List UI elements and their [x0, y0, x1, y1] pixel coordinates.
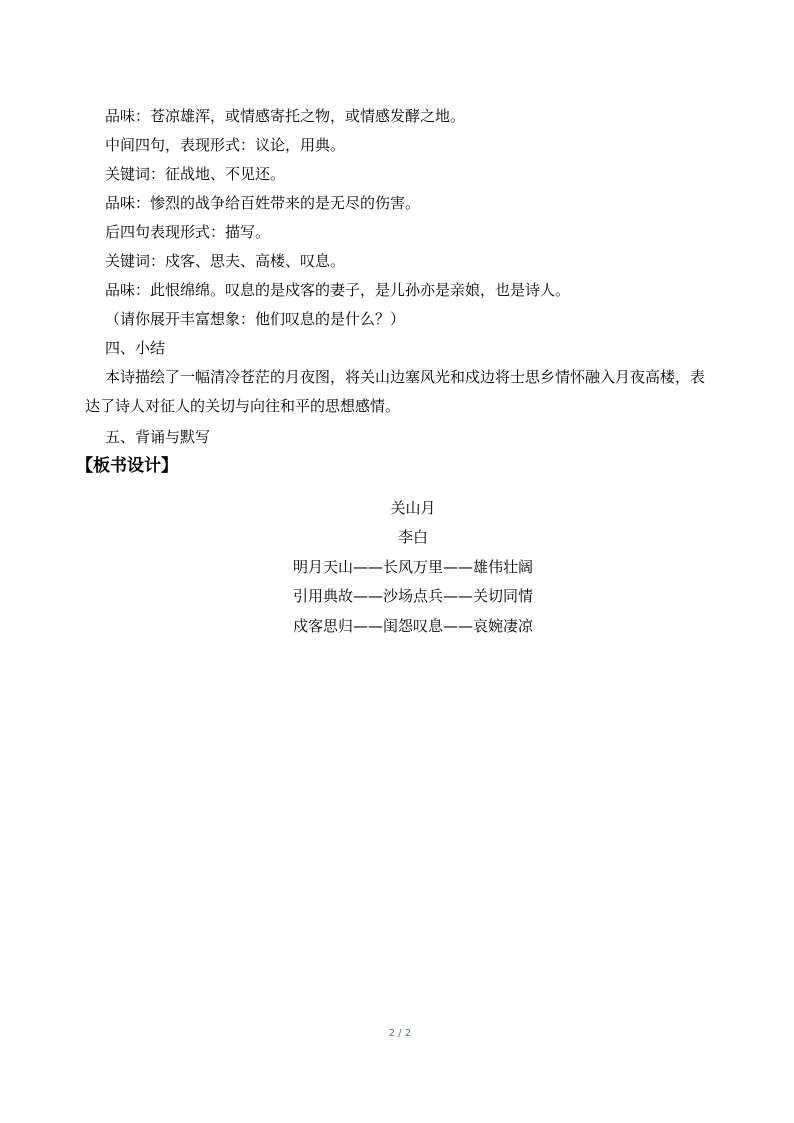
board-author: 李白	[397, 528, 428, 546]
text-line-keywords-1: 关键词：征战地、不见还。	[105, 165, 286, 183]
board-row-2: 引用典故——沙场点兵——关切同情	[292, 587, 533, 605]
board-design-heading: 【板书设计】	[76, 456, 178, 476]
section-heading-recite: 五、背诵与默写	[105, 428, 211, 446]
text-line-last-four: 后四句表现形式：描写。	[105, 223, 271, 241]
board-title: 关山月	[390, 499, 436, 517]
section-heading-summary: 四、小结	[105, 339, 166, 357]
text-line-question: （请你展开丰富想象：他们叹息的是什么？）	[105, 310, 406, 328]
board-row-1: 明月天山——长风万里——雄伟壮阔	[292, 558, 533, 576]
text-line-taste-2: 品味：惨烈的战争给百姓带来的是无尽的伤害。	[105, 194, 421, 212]
summary-paragraph: 本诗描绘了一幅清冷苍茫的月夜图，将关山边塞风光和戍边将士思乡情怀融入月夜高楼，表达了诗人对征人的关切与向往和平的思想感情。	[85, 368, 706, 415]
text-line-middle-four: 中间四句，表现形式：议论，用典。	[105, 136, 346, 154]
text-line-keywords-2: 关键词：戍客、思夫、高楼、叹息。	[105, 252, 346, 270]
board-row-3: 戍客思归——闺怨叹息——哀婉凄凉	[292, 617, 533, 635]
page-number: 2 / 2	[388, 1028, 412, 1039]
text-line-taste-1: 品味：苍凉雄浑，或情感寄托之物，或情感发酵之地。	[105, 107, 466, 125]
text-line-taste-3: 品味：此恨绵绵。叹息的是戍客的妻子，是儿孙亦是亲娘，也是诗人。	[105, 281, 571, 299]
